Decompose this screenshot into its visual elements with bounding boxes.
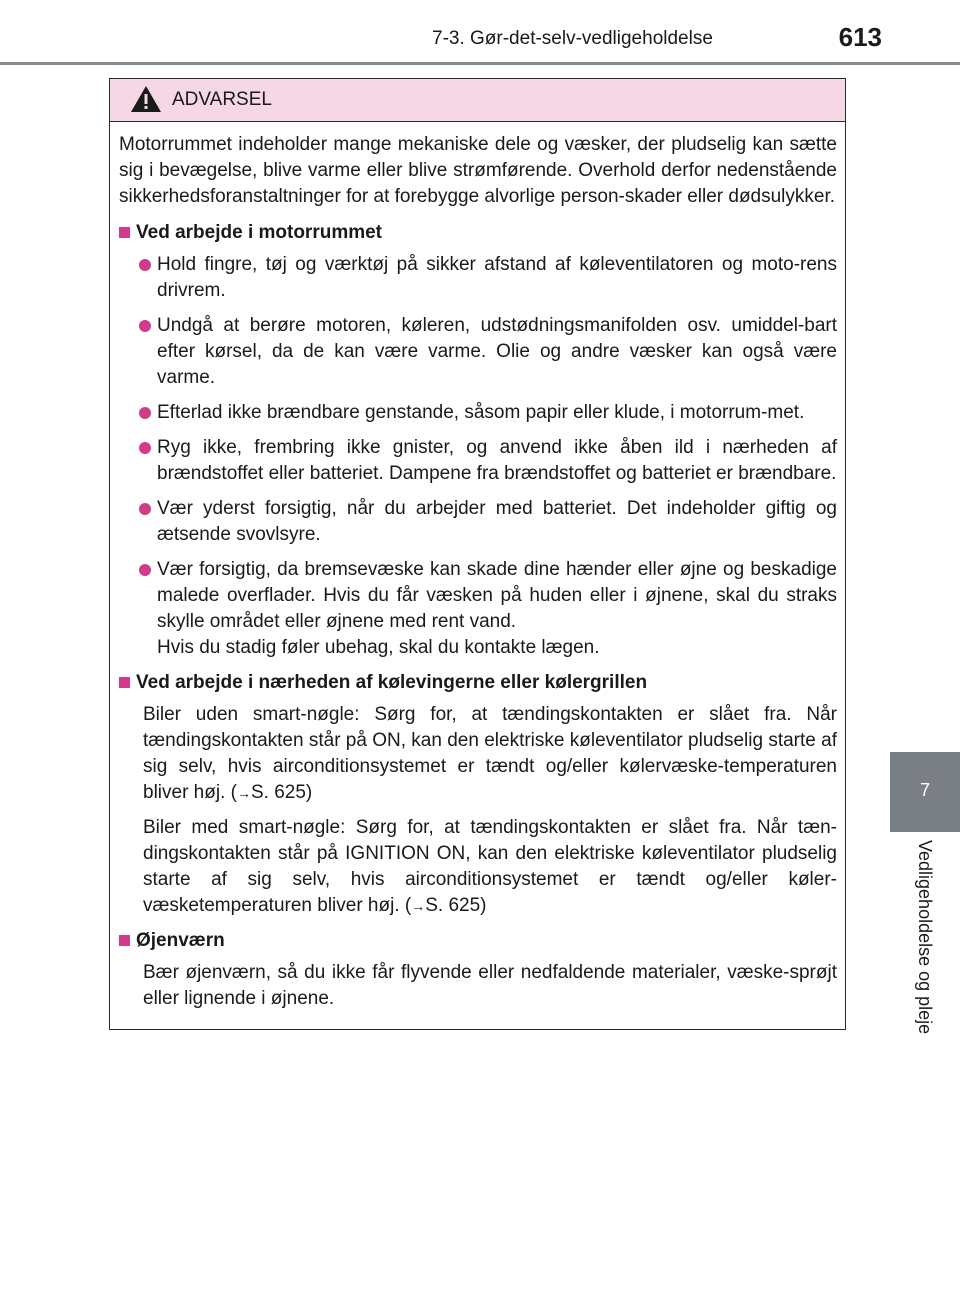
square-bullet-icon bbox=[119, 227, 130, 238]
section-heading-text: Ved arbejde i nærheden af kølevingerne eller kølergrillen bbox=[136, 672, 648, 693]
list-item bbox=[119, 313, 837, 391]
eyes-paragraph: Bær øjenværn, så du ikke får flyvende eller nedfaldende materialer, væske-sprøjt eller lignende i øjnene. bbox=[143, 962, 837, 1009]
warning-intro: Motorrummet indeholder mange mekaniske dele og væsker, der pludselig kan sætte sig i bevægelse, blive varme eller blive strømførende. Overhold derfor nedenstående sikkerhedsforanstaltninger for at forebygge alvorlige person-skader eller dødsulykker. bbox=[119, 134, 837, 207]
list-item bbox=[119, 400, 837, 426]
section-heading-text: Øjenværn bbox=[136, 930, 225, 951]
chapter-side-title bbox=[890, 840, 960, 1070]
warning-header bbox=[110, 79, 845, 122]
warning-box bbox=[109, 78, 846, 1030]
paragraph-text: Biler med smart-nøgle: Sørg for, at tændingskontakten er slået fra. Når tæn-dingskontakten står på IGNITION ON, kan den elektriske køleventilator pludselig starte af sig selv, hvis airconditionsystemet er tændt og/eller køler-væsketemperaturen bliver høj. ( bbox=[143, 817, 837, 916]
warning-title: ADVARSEL bbox=[172, 89, 272, 110]
section-title: 7-3. Gør-det-selv-vedligeholdelse bbox=[432, 28, 713, 49]
circle-bullet-icon bbox=[139, 503, 151, 515]
header-divider bbox=[0, 62, 960, 65]
list-item-extra-text: Hvis du stadig føler ubehag, skal du kontakte lægen. bbox=[157, 637, 600, 658]
square-bullet-icon bbox=[119, 677, 130, 688]
warning-body bbox=[110, 122, 845, 1012]
page-header bbox=[0, 0, 960, 64]
list-item-text: Hold fingre, tøj og værktøj på sikker afstand af køleventilatoren og moto-rens drivrem. bbox=[157, 254, 837, 301]
list-item-text: Efterlad ikke brændbare genstande, såsom papir eller klude, i motorrum-met. bbox=[157, 402, 805, 423]
list-item-text: Vær forsigtig, da bremsevæske kan skade dine hænder eller øjne og beskadige malede overflader. Hvis du får væsken på huden eller i øjnene, skal du straks skylle området eller øjnene med rent vand. bbox=[157, 559, 837, 632]
arrow-right-icon: → bbox=[411, 898, 426, 914]
circle-bullet-icon bbox=[139, 442, 151, 454]
square-bullet-icon bbox=[119, 935, 130, 946]
list-item bbox=[119, 496, 837, 548]
section-heading-eyes bbox=[119, 928, 837, 954]
circle-bullet-icon bbox=[139, 320, 151, 332]
section-heading-engine bbox=[119, 220, 837, 246]
page-reference-link[interactable]: S. 625) bbox=[250, 782, 313, 803]
page-reference-link[interactable]: S. 625) bbox=[425, 895, 487, 916]
grille-paragraph-smart-key bbox=[119, 815, 837, 919]
list-item-text: Ryg ikke, frembring ikke gnister, og anvend ikke åben ild i nærheden af brændstoffet eller batteriet. Dampene fra brændstoffet og batteriet er brændbare. bbox=[157, 437, 837, 484]
warning-triangle-icon bbox=[130, 85, 162, 113]
page-number: 613 bbox=[838, 22, 882, 52]
circle-bullet-icon bbox=[139, 407, 151, 419]
list-item bbox=[119, 435, 837, 487]
paragraph-text: Biler uden smart-nøgle: Sørg for, at tændingskontakten er slået fra. Når tændingskontakten står på ON, kan den elektriske køleventilator pludselig starte af sig selv, hvis airconditionsystemet er tændt og/eller kølervæske-temperaturen bliver høj. ( bbox=[143, 704, 837, 803]
circle-bullet-icon bbox=[139, 564, 151, 576]
list-item bbox=[119, 252, 837, 304]
grille-paragraph-no-smart-key bbox=[119, 702, 837, 806]
section-heading-text: Ved arbejde i motorrummet bbox=[136, 222, 383, 243]
arrow-right-icon: → bbox=[236, 785, 251, 801]
chapter-number: 7 bbox=[919, 780, 930, 800]
list-item-text: Undgå at berøre motoren, køleren, udstødningsmanifolden osv. umiddel-bart efter kørsel, da de kan være varme. Olie og andre væsker kan også være varme. bbox=[157, 315, 837, 388]
list-item-text: Vær yderst forsigtig, når du arbejder med batteriet. Det indeholder giftig og ætsende svovlsyre. bbox=[157, 498, 837, 545]
section-heading-grille bbox=[119, 670, 837, 696]
chapter-tab[interactable] bbox=[890, 752, 960, 832]
circle-bullet-icon bbox=[139, 259, 151, 271]
chapter-title: Vedligeholdelse og pleje bbox=[915, 840, 935, 1035]
list-item bbox=[119, 557, 837, 661]
